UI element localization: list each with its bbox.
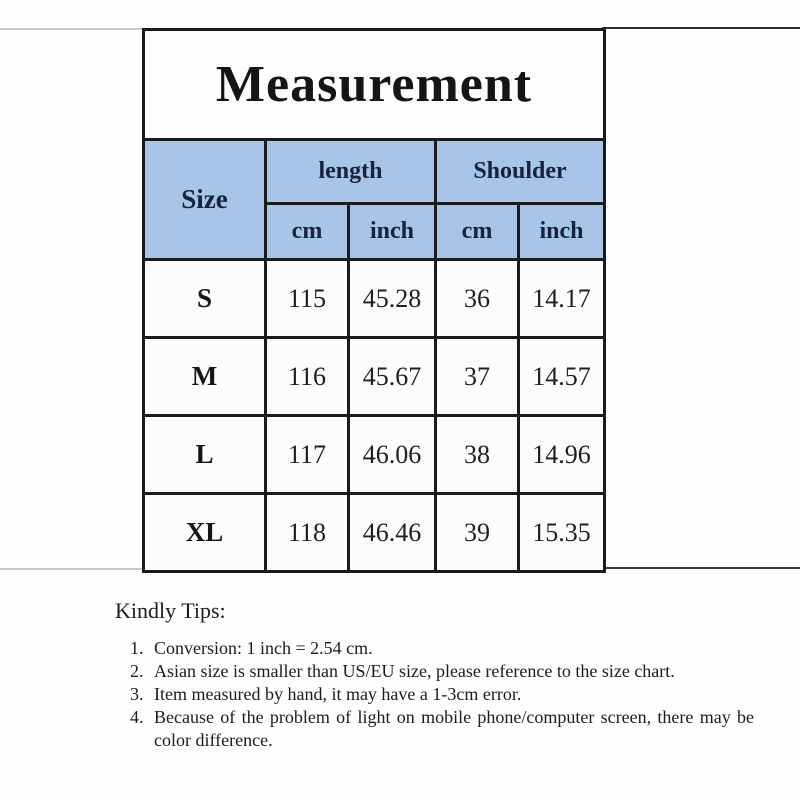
shoulder-inch-value: 14.17: [519, 260, 605, 338]
length-cm-value: 116: [266, 338, 349, 416]
shoulder-inch-value: 15.35: [519, 494, 605, 572]
shoulder-group-header: Shoulder: [436, 140, 605, 204]
tip-number: 4.: [130, 707, 144, 727]
size-label: L: [144, 416, 266, 494]
size-column-header: Size: [144, 140, 266, 260]
shoulder-inch-value: 14.57: [519, 338, 605, 416]
size-label: M: [144, 338, 266, 416]
length-cm-header: cm: [266, 204, 349, 260]
table-row-l: [144, 416, 605, 494]
table-row-m: [144, 338, 605, 416]
tip-number: 2.: [130, 661, 144, 681]
shoulder-inch-value: 14.96: [519, 416, 605, 494]
top-rule-right: [602, 27, 800, 29]
kindly-tips-section: [115, 598, 755, 752]
tip-number: 3.: [130, 684, 144, 704]
length-inch-value: 46.06: [349, 416, 436, 494]
top-rule-left: [0, 28, 143, 30]
size-label: XL: [144, 494, 266, 572]
tip-text: Conversion: 1 inch = 2.54 cm.: [154, 638, 373, 658]
group-header-row: [144, 140, 605, 204]
length-inch-header: inch: [349, 204, 436, 260]
tips-heading: Kindly Tips:: [115, 598, 226, 623]
shoulder-cm-value: 37: [436, 338, 519, 416]
bottom-rule-right: [602, 567, 800, 569]
size-label: S: [144, 260, 266, 338]
shoulder-inch-header: inch: [519, 204, 605, 260]
shoulder-cm-value: 39: [436, 494, 519, 572]
title-row: [144, 30, 605, 140]
tip-number: 1.: [130, 638, 144, 658]
measurement-table: [142, 28, 606, 573]
length-cm-value: 117: [266, 416, 349, 494]
tip-text: Asian size is smaller than US/EU size, please reference to the size chart.: [154, 661, 675, 681]
shoulder-cm-value: 38: [436, 416, 519, 494]
bottom-rule-left: [0, 568, 143, 570]
length-inch-value: 45.28: [349, 260, 436, 338]
length-cm-value: 118: [266, 494, 349, 572]
length-group-header: length: [266, 140, 436, 204]
table-row-s: [144, 260, 605, 338]
length-inch-value: 45.67: [349, 338, 436, 416]
tip-item-1: [115, 637, 755, 660]
shoulder-cm-value: 36: [436, 260, 519, 338]
tip-item-3: [115, 683, 755, 706]
tip-item-4: [115, 706, 755, 752]
length-cm-value: 115: [266, 260, 349, 338]
length-inch-value: 46.46: [349, 494, 436, 572]
shoulder-cm-header: cm: [436, 204, 519, 260]
tip-text: Because of the problem of light on mobile phone/computer screen, there may be color difference.: [154, 707, 754, 750]
table-row-xl: [144, 494, 605, 572]
table-title: Measurement: [144, 30, 605, 140]
tip-text: Item measured by hand, it may have a 1-3cm error.: [154, 684, 522, 704]
tip-item-2: [115, 660, 755, 683]
